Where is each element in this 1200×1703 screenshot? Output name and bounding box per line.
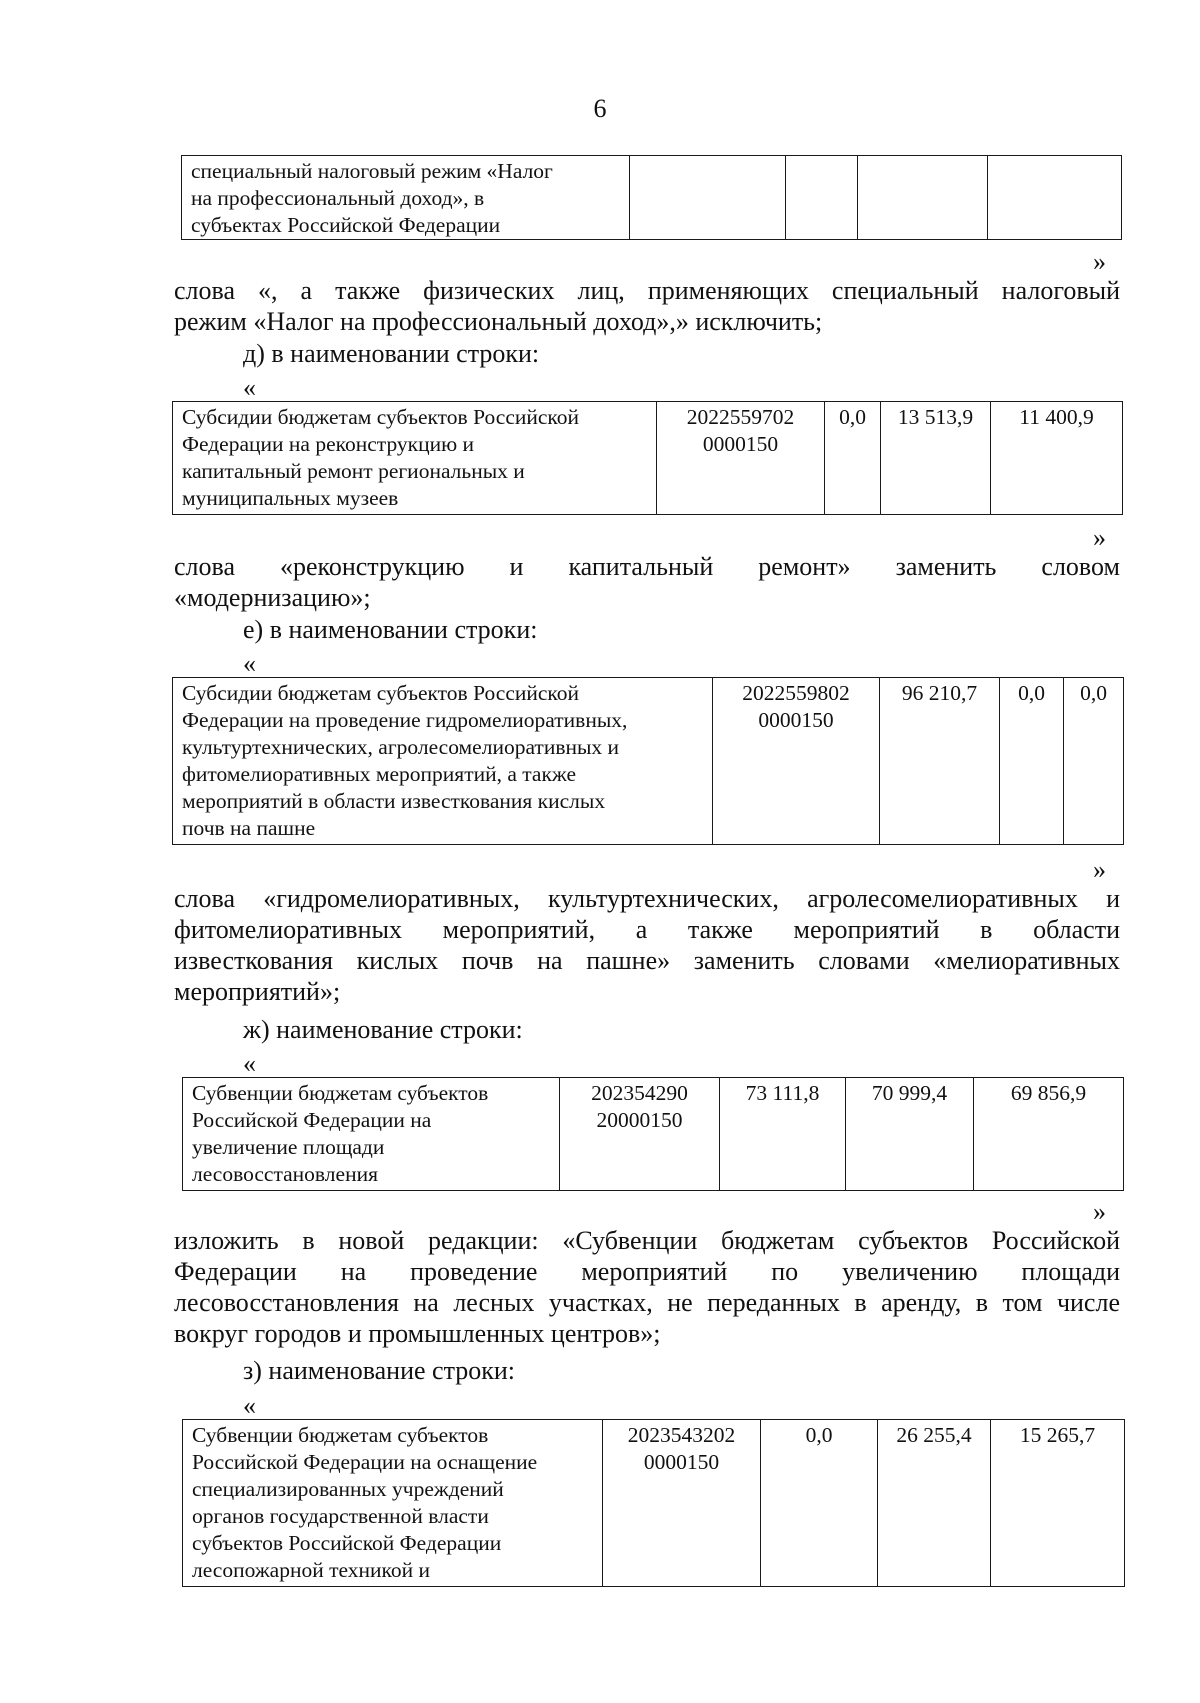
value-cell-2: 13 513,9: [881, 402, 991, 515]
value-cell-3: [988, 156, 1122, 240]
code-cell: [657, 402, 825, 515]
opening-quote: «: [243, 373, 256, 402]
row-name-line: лесовосстановления: [192, 1162, 378, 1186]
paragraph-line: лесовосстановления на лесных участках, не переданных в аренду, в том числе: [174, 1288, 1120, 1317]
row-name-line: мероприятий в области известкования кислых: [182, 789, 606, 813]
table-row-e: [172, 677, 1124, 845]
row-name-line: Российской Федерации на оснащение: [192, 1450, 538, 1474]
paragraph-line: режим «Налог на профессиональный доход»,» исключить;: [174, 307, 823, 336]
value-cell-3: 69 856,9: [974, 1078, 1124, 1191]
row-name-line: органов государственной власти: [192, 1504, 489, 1528]
row-name-cell: [183, 1420, 603, 1587]
row-name-line: капитальный ремонт региональных и: [182, 459, 525, 483]
paragraph-line: изложить в новой редакции: «Субвенции бюджетам субъектов Российской: [174, 1226, 1120, 1255]
item-heading-zh: ж) наименование строки:: [243, 1015, 523, 1044]
code-cell: [560, 1078, 720, 1191]
code-line: 2022559702: [686, 405, 795, 429]
code-line: 20000150: [596, 1108, 683, 1132]
opening-quote: «: [243, 1391, 256, 1420]
code-line: 2023543202: [627, 1423, 736, 1447]
value-cell-3: 15 265,7: [991, 1420, 1125, 1587]
row-name-line: Субсидии бюджетам субъектов Российской: [182, 681, 580, 705]
code-line: 0000150: [643, 1450, 720, 1474]
row-name-line: Субвенции бюджетам субъектов: [192, 1423, 489, 1447]
paragraph-line: вокруг городов и промышленных центров»;: [174, 1319, 661, 1348]
value-cell-3: 11 400,9: [991, 402, 1123, 515]
item-heading-d: д) в наименовании строки:: [243, 339, 540, 368]
paragraph-line: слова «реконструкцию и капитальный ремонт» заменить словом: [174, 552, 1120, 581]
row-name-line: специализированных учреждений: [192, 1477, 504, 1501]
value-cell-2: 70 999,4: [846, 1078, 974, 1191]
closing-quote: »: [1093, 523, 1106, 552]
row-name-line: культуртехнических, агролесомелиоративных и: [182, 735, 620, 759]
closing-quote: »: [1093, 855, 1106, 884]
row-name-line: муниципальных музеев: [182, 486, 399, 510]
code-line: 2022559802: [742, 681, 850, 705]
code-line: 0000150: [758, 708, 834, 732]
page-number: 6: [593, 94, 607, 123]
value-cell-1: 73 111,8: [720, 1078, 846, 1191]
item-heading-z: з) наименование строки:: [243, 1356, 516, 1385]
row-name-cell: [173, 678, 713, 845]
paragraph-line: фитомелиоративных мероприятий, а также мероприятий в области: [174, 915, 1120, 944]
row-name-line: Федерации на проведение гидромелиоративных,: [182, 708, 628, 732]
row-name-line: фитомелиоративных мероприятий, а также: [182, 762, 577, 786]
value-cell-1: 96 210,7: [880, 678, 1000, 845]
row-name-line: на профессиональный доход», в: [191, 186, 485, 210]
closing-quote: »: [1093, 1197, 1106, 1226]
row-name-line: Федерации на реконструкцию и: [182, 432, 475, 456]
opening-quote: «: [243, 649, 256, 678]
value-cell-2: 0,0: [1000, 678, 1064, 845]
value-cell-2: 26 255,4: [878, 1420, 991, 1587]
paragraph-line: мероприятий»;: [174, 977, 341, 1006]
value-cell-3: 0,0: [1064, 678, 1124, 845]
value-cell-1: 0,0: [825, 402, 881, 515]
paragraph-line: Федерации на проведение мероприятий по увеличению площади: [174, 1257, 1120, 1286]
code-cell: [713, 678, 880, 845]
row-name-line: почв на пашне: [182, 816, 316, 840]
row-name-cell: [182, 156, 630, 240]
row-name-cell: [173, 402, 657, 515]
opening-quote: «: [243, 1049, 256, 1078]
value-cell-1: [786, 156, 858, 240]
closing-quote: »: [1093, 247, 1106, 276]
paragraph-line: слова «, а также физических лиц, применяющих специальный налоговый: [174, 276, 1120, 305]
value-cell-2: [858, 156, 988, 240]
paragraph-line: слова «гидромелиоративных, культуртехнических, агролесомелиоративных и: [174, 884, 1120, 913]
paragraph-line: известкования кислых почв на пашне» заменить словами «мелиоративных: [174, 946, 1120, 975]
code-line: 0000150: [702, 432, 779, 456]
table-row-continuation: [181, 155, 1122, 240]
code-cell: [603, 1420, 761, 1587]
row-name-line: Субвенции бюджетам субъектов: [192, 1081, 489, 1105]
item-heading-e: е) в наименовании строки:: [243, 615, 538, 644]
row-name-line: субъектов Российской Федерации: [192, 1531, 502, 1555]
row-name-line: Субсидии бюджетам субъектов Российской: [182, 405, 580, 429]
table-row-z: [182, 1419, 1125, 1587]
table-row-zh: [182, 1077, 1124, 1191]
row-name-line: лесопожарной техникой и: [192, 1558, 431, 1582]
code-line: 202354290: [591, 1081, 688, 1105]
row-name-line: Российской Федерации на: [192, 1108, 432, 1132]
value-cell-1: 0,0: [761, 1420, 878, 1587]
row-name-cell: [183, 1078, 560, 1191]
row-name-line: специальный налоговый режим «Налог: [191, 159, 553, 183]
row-name-line: увеличение площади: [192, 1135, 385, 1159]
code-cell: [630, 156, 786, 240]
paragraph-line: «модернизацию»;: [174, 583, 371, 612]
row-name-line: субъектах Российской Федерации: [191, 213, 501, 237]
table-row-d: [172, 401, 1123, 515]
